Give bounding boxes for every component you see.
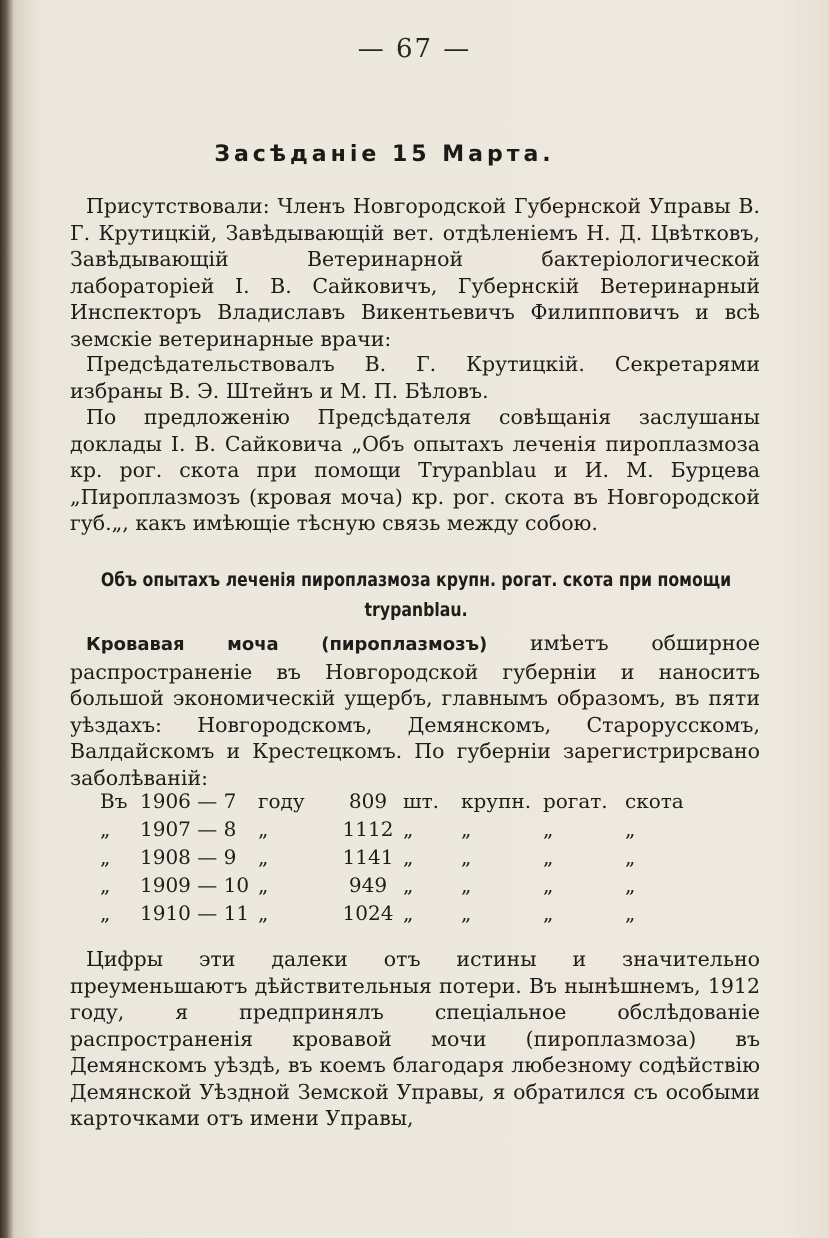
- table-cell-pre: „: [100, 845, 111, 869]
- table-cell-years: 1907 — 8: [140, 817, 237, 841]
- table-cell-num: 809: [348, 789, 388, 813]
- table-cell-pre: „: [100, 817, 111, 841]
- table-cell-kr: „: [461, 873, 472, 897]
- table-cell-sht: „: [403, 817, 414, 841]
- cases-table: [100, 787, 695, 927]
- table-cell-sk: „: [625, 845, 636, 869]
- table-cell-rg: „: [543, 901, 554, 925]
- paragraph-attendees: [70, 193, 760, 352]
- table-cell-kr: „: [461, 817, 472, 841]
- paragraph-reports-text: По предложенію Предсѣдателя совѣщанія заслушаны доклады І. В. Сайковича „Объ опытахъ леченія пироплазмоза кр. рог. скота при помощи Trypanblau и И. М. Бурцева „Пироплазмозъ (кровая моча) кр. рог. скота въ Новгородской губ.„, какъ имѣющіе тѣсную связь между собою.: [70, 405, 760, 535]
- table-row: [100, 787, 695, 815]
- paragraph-survey-text: Цифры эти далеки отъ истины и значительно преуменьшаютъ дѣйствительныя потери. Въ нынѣшнемъ, 1912 году, я предпринялъ спеціальное обслѣдованіе распространенія кровавой мочи (пироплазмоза) въ Демянскомъ уѣздѣ, въ коемъ благодаря любезному содѣйствію Демянской Уѣздной Земской Управы, я обратился съ особыми карточками отъ имени Управы,: [70, 947, 760, 1130]
- table-cell-sht: шт.: [403, 789, 440, 813]
- table-cell-num: 1141: [342, 845, 394, 869]
- table-cell-years: 1908 — 9: [140, 845, 237, 869]
- paragraph-chair: [70, 351, 760, 404]
- page-number: — 67 —: [357, 34, 472, 64]
- table-cell-sk: „: [625, 817, 636, 841]
- table-cell-pre: „: [100, 901, 111, 925]
- table-cell-pre: „: [100, 873, 111, 897]
- table-cell-rg: „: [543, 845, 554, 869]
- paragraph-chair-text: Предсѣдательствовалъ В. Г. Крутицкій. Секретарями избраны В. Э. Штейнъ и М. П. Бѣловъ.: [70, 352, 760, 403]
- table-cell-god: „: [258, 817, 269, 841]
- section-heading: Засѣданіе 15 Марта.: [214, 142, 555, 167]
- paragraph-intro-text: имѣетъ обширное распространеніе въ Новгородской губерніи и наноситъ большой экономическій ущербъ, главнымъ образомъ, въ пяти уѣздахъ: Новгородскомъ, Демянскомъ, Старорусскомъ, Валдайскомъ и Крестецкомъ. По губерніи зарегистрирсвано заболѣваній:: [70, 631, 760, 790]
- table-cell-kr: „: [461, 901, 472, 925]
- table-cell-sht: „: [403, 873, 414, 897]
- table-row: [100, 871, 695, 899]
- table-row: [100, 843, 695, 871]
- paragraph-survey: [70, 946, 760, 1132]
- table-cell-rg: „: [543, 817, 554, 841]
- table-cell-sht: „: [403, 901, 414, 925]
- table-cell-rg: рогат.: [543, 789, 608, 813]
- paragraph-intro: [70, 630, 760, 791]
- table-cell-sk: „: [625, 901, 636, 925]
- table-cell-god: „: [258, 873, 269, 897]
- paragraph-intro-lead: Кровавая моча (пироплазмозъ): [86, 634, 488, 655]
- table-cell-num: 1112: [342, 817, 394, 841]
- table-cell-god: году: [258, 789, 305, 813]
- table-cell-sk: „: [625, 873, 636, 897]
- report-subheading: Объ опытахъ леченія пироплазмоза крупн. рогат. скота при помощи trypanblau.: [100, 569, 732, 621]
- table-cell-sht: „: [403, 845, 414, 869]
- table-cell-kr: крупн.: [461, 789, 532, 813]
- table-cell-kr: „: [461, 845, 472, 869]
- paragraph-attendees-text: Присутствовали: Членъ Новгородской Губернской Управы В. Г. Крутицкій, Завѣдывающій вет. отдѣленіемъ Н. Д. Цвѣтковъ, Завѣдывающій Ветеринарной бактеріологической лабораторіей І. В. Сайковичъ, Губернскій Ветеринарный Инспекторъ Владиславъ Викентьевичъ Филипповичъ и всѣ земскіе ветеринарные врачи:: [70, 194, 760, 351]
- table-cell-num: 949: [348, 873, 388, 897]
- table-row: [100, 899, 695, 927]
- table-row: [100, 815, 695, 843]
- table-cell-sk: скота: [625, 789, 684, 813]
- table-cell-years: 1910 — 11: [140, 901, 250, 925]
- table-cell-rg: „: [543, 873, 554, 897]
- table-cell-god: „: [258, 845, 269, 869]
- table-cell-years: 1906 — 7: [140, 789, 237, 813]
- paragraph-reports: [70, 404, 760, 537]
- table-cell-pre: Въ: [100, 789, 128, 813]
- table-cell-god: „: [258, 901, 269, 925]
- table-cell-years: 1909 — 10: [140, 873, 250, 897]
- table-cell-num: 1024: [342, 901, 394, 925]
